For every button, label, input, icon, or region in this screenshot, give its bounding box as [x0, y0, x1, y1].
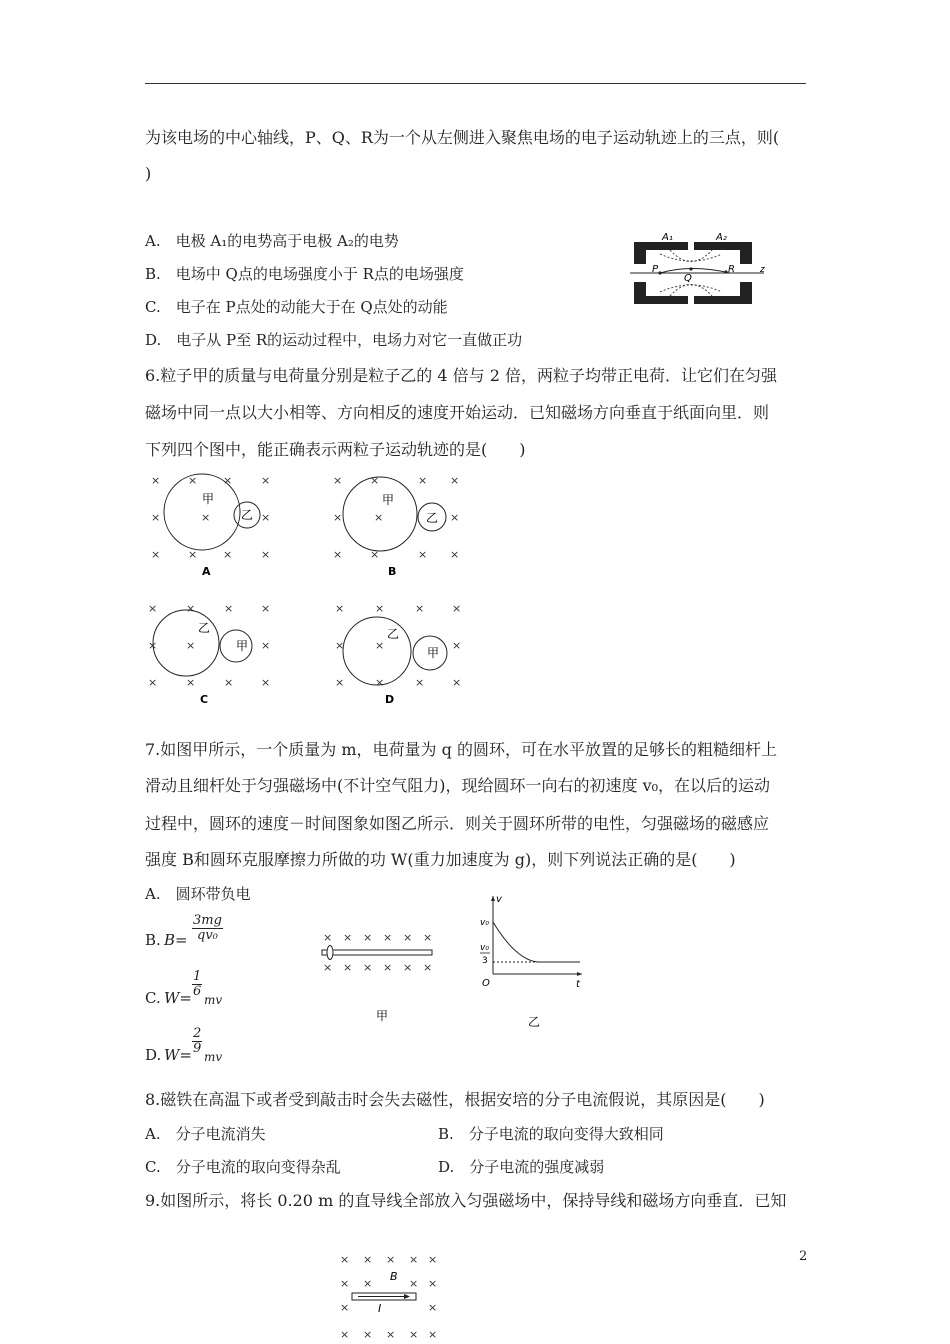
q5-option-b: B. 电场中 Q点的电场强度小于 R点的电场强度 — [145, 265, 464, 283]
q7-line4: 强度 B和圆环克服摩擦力所做的功 W(重力加速度为 g)，则下列说法正确的是( ) — [145, 850, 736, 869]
q7-option-b-lhs: B= — [164, 931, 188, 949]
svg-text:×: × — [323, 961, 333, 974]
q7-figure-yi-graph — [476, 892, 586, 1028]
q7-figure-jia — [318, 928, 443, 1023]
svg-text:×: × — [423, 961, 433, 974]
svg-text:×: × — [450, 548, 460, 561]
q7-line2: 滑动且细杆处于匀强磁场中(不计空气阻力)，现给圆环一向右的初速度 v₀，在以后的运动 — [145, 776, 771, 795]
svg-text:×: × — [340, 1253, 350, 1266]
svg-text:×: × — [375, 602, 385, 615]
q7-jia-caption: 甲 — [376, 1009, 389, 1023]
graph-v0-third-den: 3 — [482, 956, 488, 966]
svg-text:×: × — [363, 931, 373, 944]
svg-text:×: × — [409, 1277, 419, 1290]
q6-figure-d — [335, 600, 465, 708]
svg-text:×: × — [363, 1328, 373, 1341]
q7-option-d-fraction — [192, 1027, 202, 1056]
svg-text:×: × — [423, 931, 433, 944]
q7-option-d-tail: mv — [204, 1050, 223, 1064]
svg-text:×: × — [428, 1328, 438, 1341]
q8-option-c: C. 分子电流的取向变得杂乱 — [145, 1158, 341, 1176]
q6-d-small-label: 甲 — [427, 646, 440, 660]
q6-b-small-label: 乙 — [426, 511, 439, 525]
q7-option-d-prefix: D. — [145, 1046, 162, 1064]
svg-text:×: × — [363, 961, 373, 974]
svg-text:×: × — [224, 602, 234, 615]
svg-text:×: × — [450, 474, 460, 487]
svg-text:×: × — [148, 639, 158, 652]
svg-text:×: × — [261, 676, 271, 689]
a1-label: A₁ — [662, 232, 673, 243]
svg-text:×: × — [335, 676, 345, 689]
svg-text:×: × — [186, 676, 196, 689]
svg-text:×: × — [428, 1301, 438, 1314]
svg-text:×: × — [335, 639, 345, 652]
q7-option-b-num: 3mg — [193, 913, 222, 928]
svg-text:×: × — [343, 961, 353, 974]
q5-option-d: D. 电子从 P至 R的运动过程中，电场力对它一直做正功 — [145, 331, 523, 349]
svg-text:×: × — [224, 676, 234, 689]
svg-text:×: × — [452, 639, 462, 652]
q7-option-b-den: qv₀ — [197, 928, 218, 943]
page-number: 2 — [799, 1249, 808, 1264]
svg-text:×: × — [333, 511, 343, 524]
svg-text:×: × — [261, 474, 271, 487]
graph-y-label: v — [496, 894, 502, 905]
svg-text:×: × — [370, 474, 380, 487]
q7-option-c-fraction — [192, 970, 202, 999]
q7-option-c-tail: mv — [204, 993, 223, 1007]
q6-c-small-label: 甲 — [236, 639, 249, 653]
p-label: P — [652, 264, 659, 275]
q7-option-a: A. 圆环带负电 — [145, 885, 251, 903]
svg-text:×: × — [261, 548, 271, 561]
svg-text:×: × — [261, 511, 271, 524]
header-rule — [145, 83, 806, 84]
graph-v0-third-num: v₀ — [480, 943, 489, 953]
q6-line3: 下列四个图中，能正确表示两粒子运动轨迹的是( ) — [145, 440, 526, 459]
svg-text:×: × — [375, 676, 385, 689]
q6-b-big-label: 甲 — [382, 493, 395, 507]
q9-stem: 9.如图所示，将长 0.20 m 的直导线全部放入匀强磁场中，保持导线和磁场方向垂直．已知 — [145, 1191, 787, 1210]
z-label: z — [760, 265, 765, 275]
svg-text:×: × — [363, 1253, 373, 1266]
q-label: Q — [684, 273, 692, 284]
q8-option-a: A. 分子电流消失 — [145, 1125, 266, 1143]
q6-d-caption: D — [385, 693, 395, 706]
svg-text:×: × — [340, 1301, 350, 1314]
svg-text:×: × — [415, 676, 425, 689]
q6-a-small-label: 乙 — [241, 508, 254, 522]
q8-stem: 8.磁铁在高温下或者受到敲击时会失去磁性，根据安培的分子电流假说，其原因是( ) — [145, 1090, 765, 1109]
svg-text:×: × — [343, 931, 353, 944]
q6-d-big-label: 乙 — [387, 627, 400, 641]
q8-option-d: D. 分子电流的强度减弱 — [438, 1158, 605, 1176]
svg-text:×: × — [201, 511, 211, 524]
svg-text:×: × — [340, 1328, 350, 1341]
svg-text:×: × — [148, 676, 158, 689]
q8-option-b: B. 分子电流的取向变得大致相同 — [438, 1125, 664, 1143]
q9-figure — [338, 1250, 438, 1344]
q6-c-caption: C — [200, 693, 209, 706]
svg-text:×: × — [340, 1277, 350, 1290]
a2-label: A₂ — [716, 232, 727, 243]
svg-text:×: × — [383, 931, 393, 944]
svg-text:×: × — [383, 961, 393, 974]
svg-text:×: × — [188, 548, 198, 561]
svg-text:×: × — [409, 1328, 419, 1341]
svg-text:×: × — [151, 474, 161, 487]
q7-option-d-den: 9 — [193, 1041, 202, 1056]
svg-text:×: × — [223, 474, 233, 487]
svg-text:×: × — [333, 548, 343, 561]
q7-line1: 7.如图甲所示，一个质量为 m，电荷量为 q 的圆环，可在水平放置的足够长的粗糙细杆上 — [145, 740, 777, 759]
q7-option-c-lhs: W= — [164, 989, 192, 1007]
svg-text:×: × — [415, 602, 425, 615]
q5-option-a: A. 电极 A₁的电势高于电极 A₂的电势 — [145, 232, 399, 250]
q6-figure-a — [148, 472, 278, 580]
q7-line3: 过程中，圆环的速度－时间图象如图乙所示．则关于圆环所带的电性，匀强磁场的磁感应 — [145, 814, 770, 833]
q6-a-caption: A — [202, 565, 211, 578]
svg-text:×: × — [409, 1253, 419, 1266]
q7-option-d-lhs: W= — [164, 1046, 192, 1064]
svg-text:×: × — [386, 1328, 396, 1341]
svg-text:×: × — [333, 474, 343, 487]
q6-line2: 磁场中同一点以大小相等、方向相反的速度开始运动．已知磁场方向垂直于纸面向里．则 — [145, 403, 770, 422]
r-label: R — [728, 264, 735, 275]
svg-text:×: × — [374, 511, 384, 524]
svg-text:×: × — [363, 1277, 373, 1290]
svg-text:×: × — [386, 1253, 396, 1266]
q9-i-label: I — [378, 1302, 382, 1315]
q5-electrode-figure — [630, 228, 770, 316]
q5-option-c: C. 电子在 P点处的动能大于在 Q点处的动能 — [145, 298, 448, 316]
svg-text:×: × — [323, 931, 333, 944]
svg-text:×: × — [186, 639, 196, 652]
q5-stem-line1: 为该电场的中心轴线，P、Q、R为一个从左侧进入聚焦电场的电子运动轨迹上的三点，则( — [145, 128, 780, 147]
svg-text:×: × — [186, 602, 196, 615]
q7-option-c-den: 6 — [193, 984, 202, 999]
svg-text:×: × — [261, 639, 271, 652]
graph-origin: O — [482, 978, 490, 989]
svg-text:×: × — [370, 548, 380, 561]
q9-b-label: B — [390, 1270, 398, 1283]
q7-option-b-fraction — [192, 914, 223, 943]
graph-v0: v₀ — [480, 918, 489, 928]
q6-figure-c — [148, 600, 278, 708]
svg-text:×: × — [375, 639, 385, 652]
svg-text:×: × — [452, 602, 462, 615]
svg-text:×: × — [418, 548, 428, 561]
svg-text:×: × — [151, 548, 161, 561]
svg-text:×: × — [188, 474, 198, 487]
q6-figure-b — [330, 472, 460, 580]
svg-text:×: × — [428, 1253, 438, 1266]
graph-x-label: t — [576, 979, 580, 990]
q7-option-b-prefix: B. — [145, 931, 161, 949]
svg-text:×: × — [403, 961, 413, 974]
q7-option-c-prefix: C. — [145, 989, 161, 1007]
q6-b-caption: B — [388, 565, 397, 578]
q6-line1: 6.粒子甲的质量与电荷量分别是粒子乙的 4 倍与 2 倍，两粒子均带正电荷．让它们在匀强 — [145, 366, 777, 385]
svg-text:×: × — [403, 931, 413, 944]
svg-text:×: × — [151, 511, 161, 524]
q7-yi-caption: 乙 — [528, 1015, 541, 1029]
q5-stem-line2: ) — [145, 164, 152, 183]
svg-text:×: × — [148, 602, 158, 615]
q7-option-c-num: 1 — [193, 969, 202, 984]
svg-text:×: × — [450, 511, 460, 524]
q6-c-big-label: 乙 — [198, 621, 211, 635]
svg-text:×: × — [223, 548, 233, 561]
svg-text:×: × — [452, 676, 462, 689]
q6-a-big-label: 甲 — [202, 492, 215, 506]
q7-option-d-num: 2 — [193, 1026, 202, 1041]
svg-text:×: × — [261, 602, 271, 615]
svg-text:×: × — [428, 1277, 438, 1290]
svg-text:×: × — [418, 474, 428, 487]
svg-text:×: × — [335, 602, 345, 615]
